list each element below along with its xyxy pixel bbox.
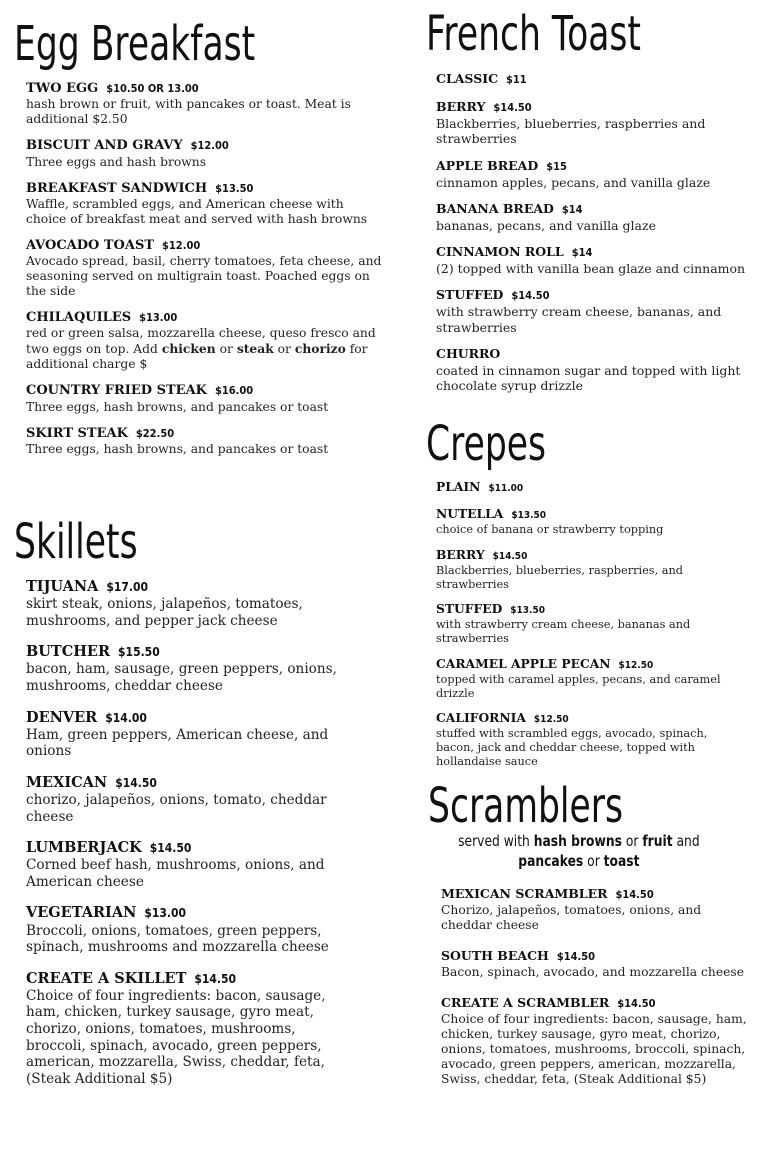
item-price: $10.50 OR 13.00 — [106, 82, 199, 95]
subtitle-bold: hash browns — [533, 832, 622, 850]
item-description: cinnamon apples, pecans, and vanilla glaze — [436, 174, 711, 190]
item-price: $16.00 — [214, 384, 254, 398]
item-description: with strawberry cream cheese, bananas and strawberries — [436, 618, 691, 646]
item-description: Corned beef hash, mushrooms, onions, and American cheese — [26, 857, 325, 890]
item-description-bold: steak — [236, 341, 274, 357]
menu-item — [436, 343, 746, 394]
item-description: Blackberries, blueberries, raspberries and strawberries — [436, 116, 706, 147]
item-description: hash brown or fruit, with pancakes or toast. Meat is additional $2.50 — [26, 97, 351, 127]
item-name: CLASSIC — [436, 71, 499, 86]
item-name: BERRY — [436, 546, 485, 562]
menu-item — [436, 68, 746, 88]
item-description: (2) topped with vanilla bean glaze and cinnamon — [436, 261, 746, 276]
egg-breakfast-section — [14, 16, 384, 464]
item-name: CHURRO — [436, 345, 501, 361]
menu-item — [26, 134, 384, 169]
item-price: $14.50 — [556, 950, 596, 963]
item-description: Choice of four ingredients: bacon, sausage, ham, chicken, turkey sausage, gyro meat, chorizo, onions, tomatoes, mushrooms, broccoli, spinach, avocado, green peppers, american, mozzarella, Swiss, cheddar, feta, (Steak Additional $5) — [441, 1012, 747, 1086]
menu-item — [436, 544, 746, 592]
item-price: $14.50 — [194, 971, 237, 986]
item-name: CARAMEL APPLE PECAN — [436, 655, 611, 671]
item-description: bacon, ham, sausage, green peppers, onions, mushrooms, cheddar cheese — [26, 661, 337, 694]
item-description: Choice of four ingredients: bacon, sausage, ham, chicken, turkey sausage, gyro meat, chorizo, onions, tomatoes, mushrooms, broccoli, spinach, avocado, green peppers, american, mozzarella, Swiss, cheddar, feta, (Steak Additional $5) — [26, 987, 326, 1087]
item-description-text: for additional charge $ — [26, 342, 368, 372]
item-description: Three eggs, hash browns, and pancakes or toast — [26, 441, 329, 456]
item-name: CREATE A SKILLET — [26, 969, 187, 987]
crepes-section — [426, 416, 746, 776]
item-price: $13.00 — [139, 311, 178, 324]
section-title: Crepes — [426, 416, 547, 472]
item-price: $11 — [506, 73, 527, 86]
item-name: STUFFED — [436, 287, 504, 303]
item-name: VEGETARIAN — [26, 904, 137, 922]
item-price: $14.50 — [492, 550, 528, 562]
menu-item — [26, 234, 384, 299]
item-description: stuffed with scrambled eggs, avocado, spinach, bacon, jack and cheddar cheese, topped with hollandaise sauce — [436, 727, 708, 769]
menu-item — [26, 306, 384, 372]
section-title: Egg Breakfast — [14, 16, 256, 72]
menu-item — [436, 96, 746, 147]
item-name: BISCUIT AND GRAVY — [26, 138, 183, 154]
item-price: $11.00 — [488, 483, 524, 494]
item-price: $12.50 — [618, 659, 654, 671]
menu-item — [26, 902, 344, 955]
menu-item — [436, 155, 746, 190]
item-description: chorizo, jalapeños, onions, tomato, cheddar cheese — [26, 791, 327, 825]
item-description: Blackberries, blueberries, raspberries, and strawberries — [436, 563, 684, 591]
subtitle-text: served with — [458, 832, 534, 850]
item-name: COUNTRY FRIED STEAK — [26, 383, 207, 399]
item-description: bananas, pecans, and vanilla glaze — [436, 217, 656, 233]
menu-item — [436, 707, 746, 768]
item-description-bold: chicken — [161, 341, 216, 357]
item-description: Avocado spread, basil, cherry tomatoes, feta cheese, and seasoning served on multigrain toast. Poached eggs on the side — [26, 254, 382, 298]
item-name: CHILAQUILES — [26, 310, 132, 325]
item-name: LUMBERJACK — [26, 839, 142, 857]
item-name: APPLE BREAD — [436, 157, 539, 173]
menu-item — [26, 77, 384, 127]
menu-item — [26, 576, 344, 629]
item-name: AVOCADO TOAST — [26, 237, 155, 253]
item-description: Ham, green peppers, American cheese, and onions — [26, 726, 329, 760]
item-description: Three eggs and hash browns — [26, 154, 207, 169]
item-price: $14.50 — [511, 289, 550, 303]
scramblers-section — [428, 778, 748, 1099]
item-price: $22.50 — [135, 426, 175, 440]
menu-item — [436, 653, 746, 701]
subtitle-text: or — [621, 832, 643, 850]
menu-item — [26, 422, 384, 457]
item-description: choice of banana or strawberry topping — [436, 523, 664, 536]
item-price: $14.00 — [105, 710, 147, 725]
item-price: $15 — [546, 159, 567, 173]
menu-item — [26, 707, 344, 760]
item-name: CALIFORNIA — [436, 710, 526, 726]
item-name: BANANA BREAD — [436, 200, 554, 216]
item-price: $13.00 — [144, 906, 186, 921]
menu-item — [436, 284, 746, 335]
item-price: $14.50 — [493, 101, 532, 114]
item-name: SOUTH BEACH — [441, 948, 549, 963]
item-price: $13.50 — [510, 605, 545, 617]
menu-item — [26, 772, 344, 825]
menu-item — [441, 992, 748, 1087]
item-description: skirt steak, onions, jalapeños, tomatoes, mushrooms, and pepper jack cheese — [26, 596, 303, 629]
item-name: MEXICAN — [26, 773, 108, 791]
item-price: $14.50 — [617, 997, 656, 1010]
item-name: BUTCHER — [26, 643, 111, 661]
item-name: CREATE A SCRAMBLER — [441, 995, 610, 1010]
menu-item — [26, 641, 344, 694]
item-description: Chorizo, jalapeños, tomatoes, onions, and cheddar cheese — [441, 903, 702, 932]
item-description: topped with caramel apples, pecans, and caramel drizzle — [436, 672, 721, 700]
menu-item — [26, 177, 384, 227]
menu-item — [436, 503, 746, 537]
item-description: Waffle, scrambled eggs, and American cheese with choice of breakfast meat and served with hash browns — [26, 196, 368, 226]
item-price: $14.50 — [115, 775, 157, 790]
section-title: Skillets — [14, 514, 138, 570]
item-description-text: red or green salsa, mozzarella cheese, queso fresco and two eggs on top. Add — [26, 326, 376, 357]
section-title: French Toast — [426, 6, 641, 62]
item-description-text: or — [215, 342, 237, 357]
item-name: CINNAMON ROLL — [436, 244, 564, 259]
item-description: Three eggs, hash browns, and pancakes or toast — [26, 399, 329, 414]
item-price: $17.00 — [106, 580, 149, 594]
item-name: BERRY — [436, 99, 486, 114]
item-price: $12.00 — [190, 139, 229, 153]
item-name: BREAKFAST SANDWICH — [26, 180, 208, 196]
subtitle-bold: toast — [603, 851, 640, 870]
subtitle-bold: pancakes — [518, 851, 584, 870]
menu-item — [26, 968, 344, 1088]
item-name: STUFFED — [436, 601, 503, 617]
item-name: MEXICAN SCRAMBLER — [441, 886, 608, 901]
item-price: $13.50 — [511, 510, 547, 521]
menu-item — [26, 379, 384, 414]
item-description — [26, 326, 384, 372]
menu-item — [436, 198, 746, 233]
french-toast-section — [426, 6, 746, 401]
item-name: NUTELLA — [436, 506, 504, 521]
menu-item — [436, 241, 746, 276]
item-description-text: or — [273, 342, 295, 357]
item-price: $15.50 — [118, 645, 160, 660]
subtitle-bold: fruit — [642, 832, 673, 850]
item-name: TIJUANA — [26, 578, 99, 595]
item-price: $14 — [561, 202, 583, 216]
item-name: SKIRT STEAK — [26, 425, 128, 441]
menu-item — [436, 598, 746, 646]
menu-item — [26, 837, 344, 890]
item-name: DENVER — [26, 708, 98, 726]
item-name: TWO EGG — [26, 81, 99, 96]
subtitle-text: and — [672, 832, 700, 850]
item-description: Broccoli, onions, tomatoes, green peppers, spinach, mushrooms and mozzarella cheese — [26, 922, 329, 956]
skillets-section — [14, 514, 344, 1099]
item-description: coated in cinnamon sugar and topped with light chocolate syrup drizzle — [436, 362, 741, 393]
item-price: $12.50 — [533, 714, 569, 726]
item-price: $14.50 — [149, 841, 192, 856]
menu-item — [441, 945, 748, 980]
item-price: $14.50 — [615, 888, 654, 901]
item-description: Bacon, spinach, avocado, and mozzarella cheese — [441, 965, 744, 979]
menu-item — [441, 883, 748, 933]
item-price: $13.50 — [215, 181, 254, 195]
item-price: $14 — [571, 246, 593, 259]
subtitle-text: or — [583, 851, 604, 870]
item-description: with strawberry cream cheese, bananas, and strawberries — [436, 304, 722, 335]
section-subtitle — [456, 832, 702, 871]
item-price: $12.00 — [162, 238, 201, 252]
item-name: PLAIN — [436, 479, 481, 494]
section-title: Scramblers — [428, 778, 624, 834]
item-description-bold: chorizo — [294, 341, 346, 357]
menu-item — [436, 476, 746, 496]
